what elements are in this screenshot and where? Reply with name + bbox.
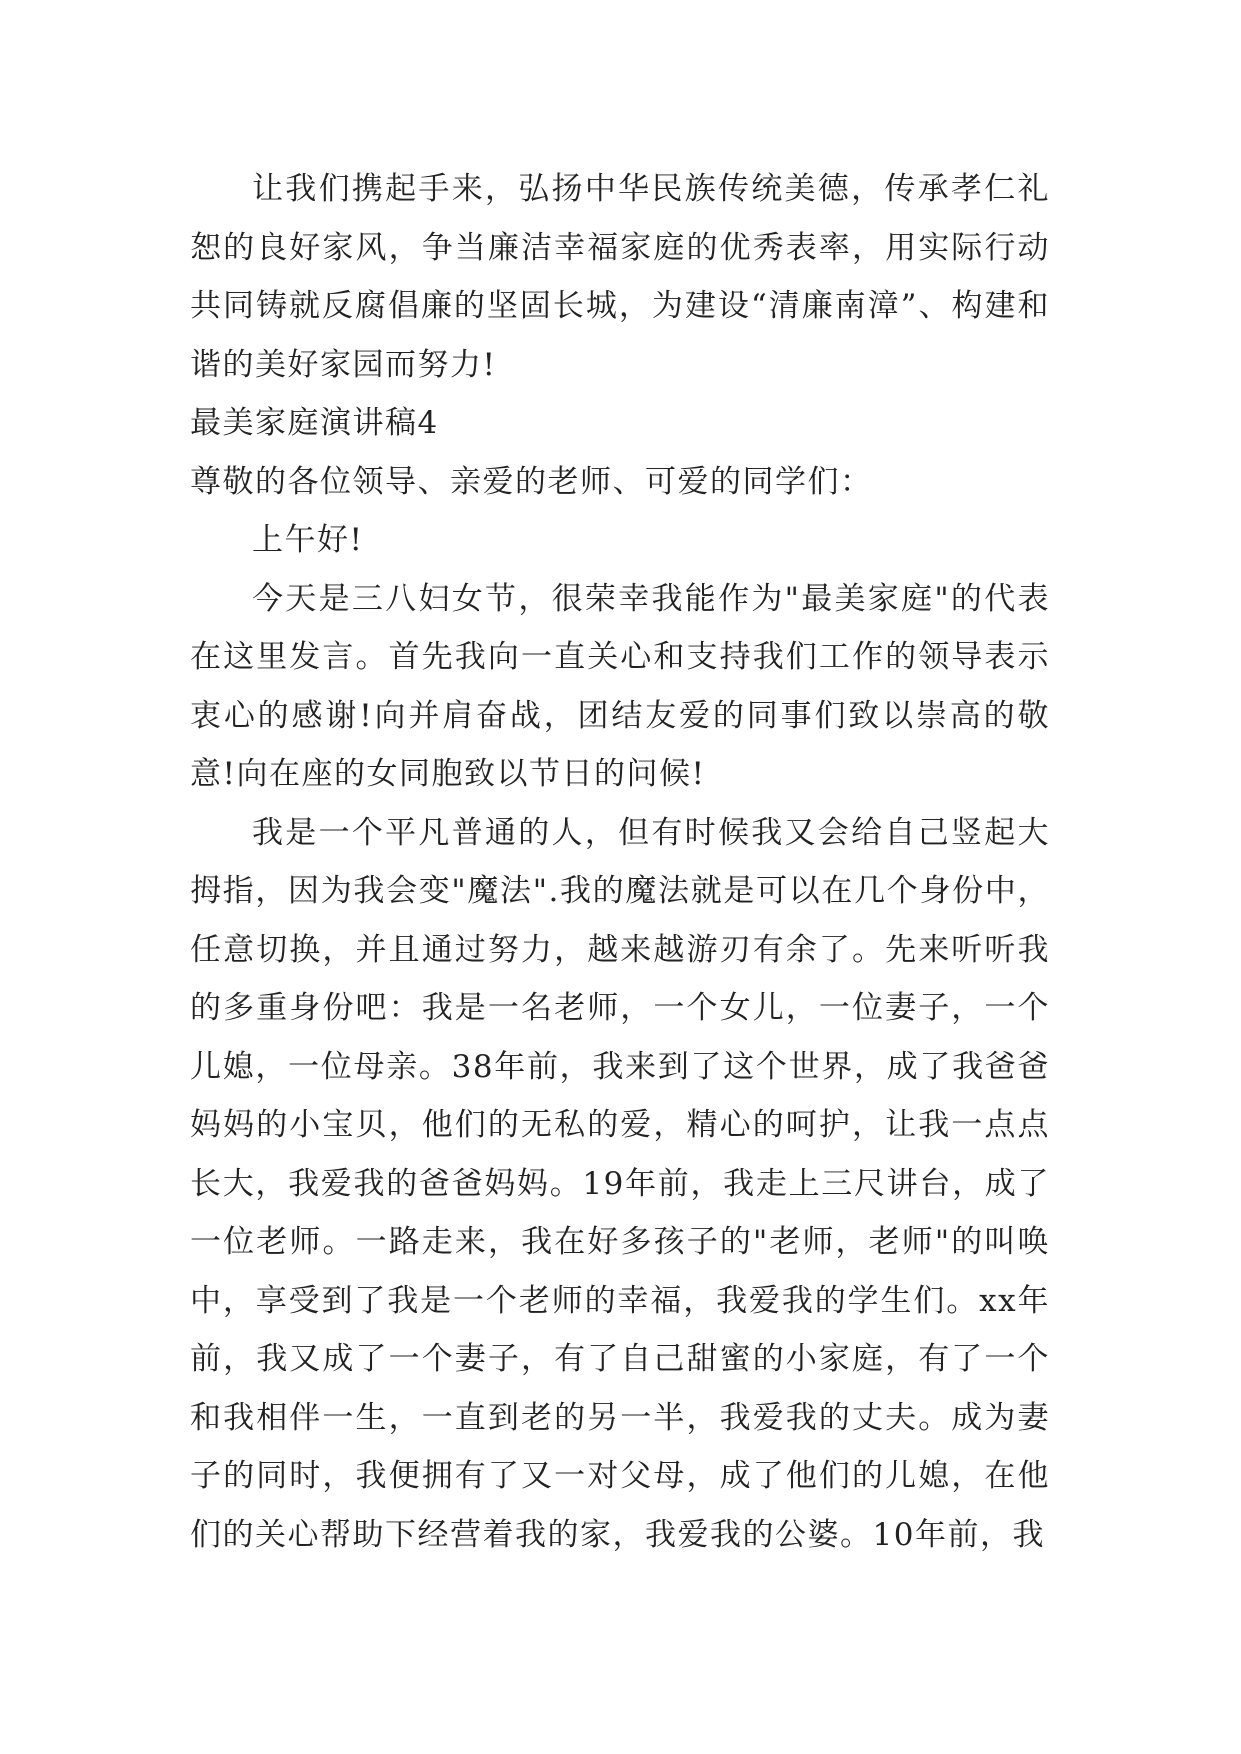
paragraph-closing: 让我们携起手来，弘扬中华民族传统美德，传承孝仁礼恕的良好家风，争当廉洁幸福家庭的优秀表率，用实际行动共同铸就反腐倡廉的坚固长城，为建设“清廉南漳”、构建和谐的美好家园而努力! xyxy=(190,171,1050,383)
document-body xyxy=(190,160,1050,1564)
salutation: 尊敬的各位领导、亲爱的老师、可爱的同学们： xyxy=(190,463,873,500)
paragraph-intro: 今天是三八妇女节，很荣幸我能作为"最美家庭"的代表在这里发言。首先我向一直关心和支持我们工作的领导表示衷心的感谢!向并肩奋战，团结友爱的同事们致以崇高的敬意!向在座的女同胞致以节日的问候! xyxy=(190,580,1050,792)
paragraph-identities: 我是一个平凡普通的人，但有时候我又会给自己竖起大拇指，因为我会变"魔法".我的魔法就是可以在几个身份中，任意切换，并且通过努力，越来越游刃有余了。先来听听我的多重身份吧：我是一名老师，一个女儿，一位妻子，一个儿媳，一位母亲。38年前，我来到了这个世界，成了我爸爸妈妈的小宝贝，他们的无私的爱，精心的呵护，让我一点点长大，我爱我的爸爸妈妈。19年前，我走上三尺讲台，成了一位老师。一路走来，我在好多孩子的"老师，老师"的叫唤中，享受到了我是一个老师的幸福，我爱我的学生们。xx年前，我又成了一个妻子，有了自己甜蜜的小家庭，有了一个和我相伴一生，一直到老的另一半，我爱我的丈夫。成为妻子的同时，我便拥有了又一对父母，成了他们的儿媳，在他们的关心帮助下经营着我的家，我爱我的公婆。10年前，我 xyxy=(190,814,1050,1553)
section-title: 最美家庭演讲稿4 xyxy=(190,405,439,441)
greeting: 上午好! xyxy=(252,522,364,558)
